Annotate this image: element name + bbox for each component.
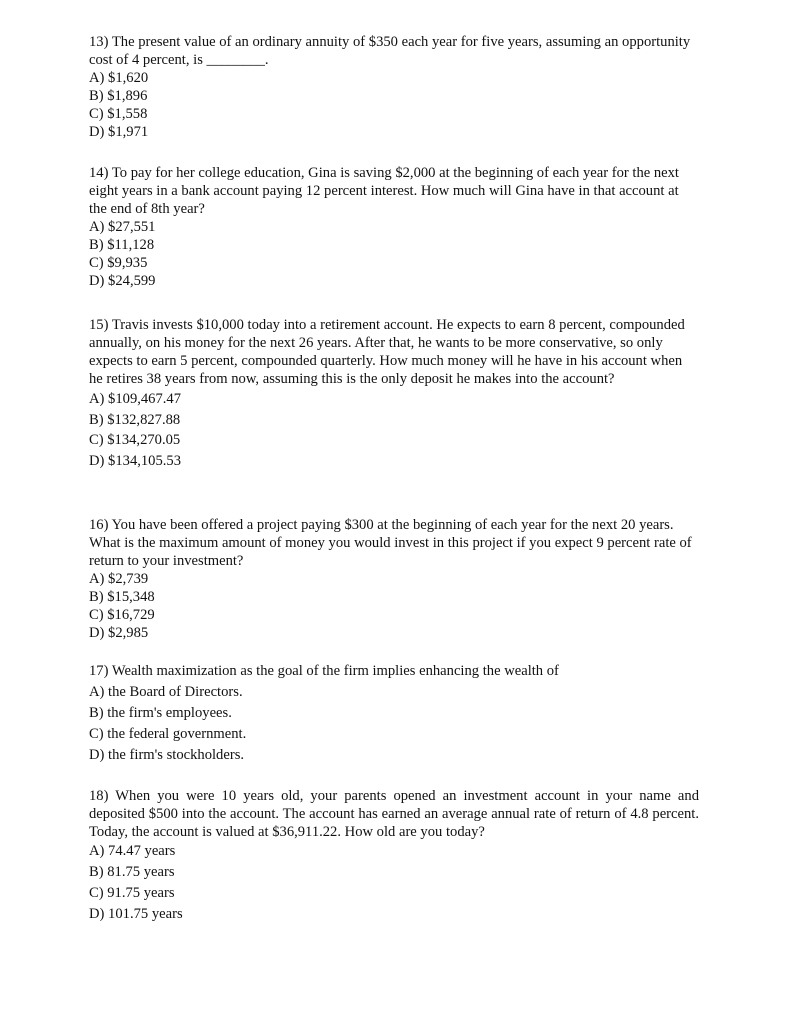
option-c: C) 91.75 years (89, 885, 175, 901)
option-c: C) the federal government. (89, 726, 247, 742)
option-a: A) the Board of Directors. (89, 684, 243, 700)
question-number: 17) (89, 663, 109, 679)
question-text (89, 662, 699, 680)
option-b: B) 81.75 years (89, 864, 175, 880)
question-number: 14) (89, 165, 109, 181)
option-d: D) the firm's stockholders. (89, 747, 245, 763)
option-b: B) $11,128 (89, 237, 155, 253)
question-15 (89, 316, 699, 471)
option-c: C) $1,558 (89, 106, 148, 122)
question-13 (89, 33, 699, 141)
question-text (89, 516, 699, 570)
option-c: C) $16,729 (89, 607, 155, 623)
option-d: D) $2,985 (89, 625, 149, 641)
question-16 (89, 516, 699, 642)
option-d: D) 101.75 years (89, 906, 183, 922)
question-text (89, 33, 699, 69)
option-a: A) $2,739 (89, 571, 149, 587)
question-17 (89, 662, 699, 766)
question-stem: When you were 10 years old, your parents opened an investment account in your name and deposited $500 into the account. The account has earned an average annual rate of return of 4.8 percent. Today, the account is valued at $36,911.22. How old are you today? (89, 788, 699, 840)
question-stem: You have been offered a project paying $300 at the beginning of each year for the next 20 years. What is the maximum amount of money you would invest in this project if you expect 9 percent rate of return to your investment? (89, 517, 692, 569)
option-b: B) $15,348 (89, 589, 155, 605)
question-number: 13) (89, 34, 109, 50)
question-number: 18) (89, 788, 109, 804)
question-stem: To pay for her college education, Gina is saving $2,000 at the beginning of each year for the next eight years in a bank account paying 12 percent interest. How much will Gina have in that account at the end of 8th year? (89, 165, 679, 217)
answer-options (89, 218, 699, 290)
option-a: A) $109,467.47 (89, 391, 182, 407)
option-b: B) the firm's employees. (89, 705, 232, 721)
question-stem: The present value of an ordinary annuity of $350 each year for five years, assuming an opportunity cost of 4 percent, is ________. (89, 34, 691, 68)
question-stem: Wealth maximization as the goal of the firm implies enhancing the wealth of (111, 663, 559, 679)
option-d: D) $134,105.53 (89, 452, 182, 469)
question-number: 16) (89, 517, 109, 533)
answer-options (89, 841, 699, 925)
option-a: A) $27,551 (89, 219, 156, 235)
question-text (89, 316, 699, 388)
answer-options (89, 389, 699, 471)
option-c: C) $9,935 (89, 255, 148, 271)
option-d: D) $24,599 (89, 273, 156, 289)
question-18 (89, 787, 699, 925)
option-c: C) $134,270.05 (89, 432, 181, 448)
option-b: B) $132,827.88 (89, 411, 181, 428)
answer-options (89, 69, 699, 141)
question-14 (89, 164, 699, 290)
option-d: D) $1,971 (89, 124, 149, 140)
option-a: A) 74.47 years (89, 843, 176, 859)
option-b: B) $1,896 (89, 88, 148, 104)
option-a: A) $1,620 (89, 70, 149, 86)
question-text (89, 164, 699, 218)
answer-options (89, 682, 699, 766)
question-stem: Travis invests $10,000 today into a retirement account. He expects to earn 8 percent, compounded annually, on his money for the next 26 years. After that, he wants to be more conservative, so only expects to earn 5 percent, compounded quarterly. How much money will he have in his account when he retires 38 years from now, assuming this is the only deposit he makes into the account? (89, 317, 685, 387)
question-number: 15) (89, 317, 109, 333)
question-text (89, 787, 699, 841)
answer-options (89, 570, 699, 642)
